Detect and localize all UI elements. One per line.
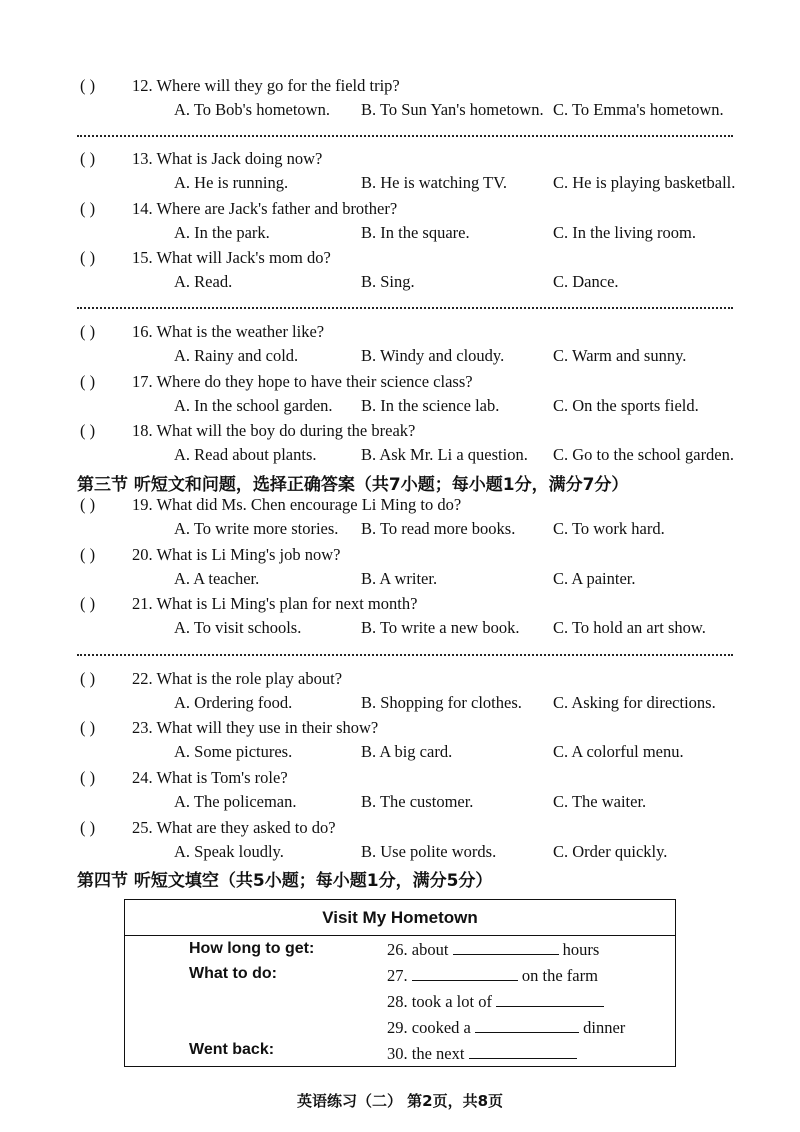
answer-paren[interactable]: ( ) [80,322,96,341]
option-a: A. In the school garden. [174,396,333,415]
option-c: C. Warm and sunny. [553,346,687,365]
item-27-text: 27. [387,966,408,985]
blank-27[interactable] [412,966,518,981]
option-b: B. Use polite words. [361,842,497,861]
option-a: A. Speak loudly. [174,842,284,861]
option-a: A. Read about plants. [174,445,317,464]
option-b: B. To Sun Yan's hometown. [361,100,544,119]
section-heading-3: 第三节 听短文和问题，选择正确答案（共7小题；每小题1分，满分7分） [77,475,629,495]
blank-26[interactable] [453,940,559,955]
option-a: A. To Bob's hometown. [174,100,330,119]
answer-paren[interactable]: ( ) [80,421,96,440]
option-c: C. To hold an art show. [553,618,706,637]
option-b: B. In the square. [361,223,470,242]
question-text: 19. What did Ms. Chen encourage Li Ming to do? [132,495,462,514]
blank-28[interactable] [496,992,604,1007]
option-a: A. Rainy and cold. [174,346,299,365]
option-c: C. Asking for directions. [553,693,716,712]
question-text: 17. Where do they hope to have their science class? [132,372,473,391]
blank-30[interactable] [469,1044,577,1059]
option-b: B. To write a new book. [361,618,520,637]
item-26 [387,940,599,960]
answer-paren[interactable]: ( ) [80,669,96,688]
option-b: B. Ask Mr. Li a question. [361,445,528,464]
question-text: 14. Where are Jack's father and brother? [132,199,398,218]
option-a: A. In the park. [174,223,270,242]
question-text: 24. What is Tom's role? [132,768,288,787]
option-a: A. Ordering food. [174,693,293,712]
item-28 [387,992,604,1012]
answer-paren[interactable]: ( ) [80,76,96,95]
option-c: C. On the sports field. [553,396,699,415]
answer-paren[interactable]: ( ) [80,149,96,168]
option-a: A. A teacher. [174,569,260,588]
option-c: C. A colorful menu. [553,742,684,761]
option-c: C. Order quickly. [553,842,668,861]
item-29 [387,1018,625,1038]
option-b: B. Sing. [361,272,415,291]
answer-paren[interactable]: ( ) [80,495,96,514]
item-26-text: 26. about [387,940,449,959]
option-c: C. Go to the school garden. [553,445,735,464]
option-c: C. Dance. [553,272,619,291]
answer-paren[interactable]: ( ) [80,818,96,837]
option-a: A. To write more stories. [174,519,339,538]
option-b: B. He is watching TV. [361,173,508,192]
option-b: B. In the science lab. [361,396,500,415]
option-c: C. The waiter. [553,792,647,811]
answer-paren[interactable]: ( ) [80,372,96,391]
option-a: A. To visit schools. [174,618,302,637]
fill-in-table [124,899,676,1067]
label-how-long: How long to get: [189,940,315,957]
answer-paren[interactable]: ( ) [80,199,96,218]
question-text: 18. What will the boy do during the break? [132,421,416,440]
option-b: B. Shopping for clothes. [361,693,522,712]
divider [77,135,733,137]
divider [77,307,733,309]
item-28-text: 28. took a lot of [387,992,492,1011]
option-a: A. Some pictures. [174,742,293,761]
question-text: 20. What is Li Ming's job now? [132,545,341,564]
option-c: C. To work hard. [553,519,665,538]
option-c: C. A painter. [553,569,636,588]
answer-paren[interactable]: ( ) [80,545,96,564]
question-text: 22. What is the role play about? [132,669,343,688]
option-c: C. To Emma's hometown. [553,100,724,119]
item-27-post: on the farm [521,966,598,985]
option-b: B. The customer. [361,792,474,811]
divider [77,654,733,656]
option-c: C. He is playing basketball. [553,173,736,192]
question-text: 13. What is Jack doing now? [132,149,323,168]
question-text: 12. Where will they go for the field trip? [132,76,400,95]
item-29-post: dinner [583,1018,626,1037]
blank-29[interactable] [475,1018,579,1033]
option-a: A. The policeman. [174,792,297,811]
question-text: 21. What is Li Ming's plan for next month? [132,594,418,613]
question-text: 25. What are they asked to do? [132,818,336,837]
answer-paren[interactable]: ( ) [80,594,96,613]
option-c: C. In the living room. [553,223,696,242]
option-a: A. He is running. [174,173,289,192]
answer-paren[interactable]: ( ) [80,248,96,267]
item-26-unit: hours [562,940,600,959]
question-text: 15. What will Jack's mom do? [132,248,331,267]
answer-paren[interactable]: ( ) [80,718,96,737]
item-30 [387,1044,577,1064]
answer-paren[interactable]: ( ) [80,768,96,787]
label-what-to-do: What to do: [189,965,277,982]
question-text: 23. What will they use in their show? [132,718,379,737]
option-b: B. A writer. [361,569,438,588]
label-went-back: Went back: [189,1041,275,1058]
table-title: Visit My Hometown [125,900,675,936]
option-b: B. To read more books. [361,519,516,538]
section-heading-4: 第四节 听短文填空（共5小题；每小题1分，满分5分） [77,871,493,891]
option-b: B. Windy and cloudy. [361,346,505,365]
item-30-text: 30. the next [387,1044,465,1063]
item-27 [387,966,598,986]
question-text: 16. What is the weather like? [132,322,325,341]
page-footer: 英语练习（二） 第2页，共8页 [296,1092,504,1110]
option-a: A. Read. [174,272,233,291]
item-29-text: 29. cooked a [387,1018,471,1037]
option-b: B. A big card. [361,742,453,761]
